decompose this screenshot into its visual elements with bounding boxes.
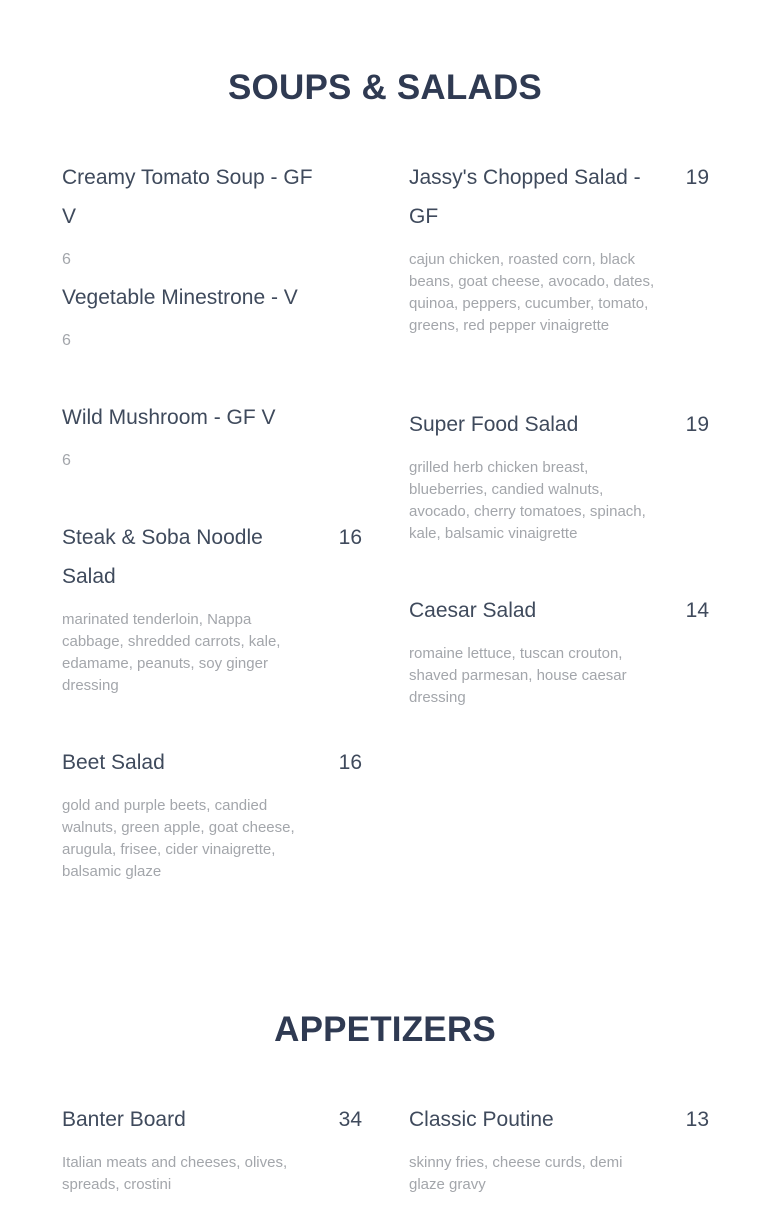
item-name: Jassy's Chopped Salad - GF xyxy=(409,166,641,228)
item-name: Beet Salad xyxy=(62,751,165,774)
item-description: skinny fries, cheese curds, demi glaze gravy xyxy=(409,1154,623,1193)
item-price: 34 xyxy=(338,1108,362,1131)
menu-item-beet-salad xyxy=(62,743,362,883)
item-description: cajun chicken, roasted corn, black beans, goat cheese, avocado, dates, quinoa, peppers, cucumber, tomato, greens, red pepper vinaigrette xyxy=(409,251,655,334)
menu-item-jassys-chopped-salad xyxy=(409,158,709,337)
section-title-appetizers: APPETIZERS xyxy=(274,1010,496,1049)
menu-item-vegetable-minestrone xyxy=(62,278,362,352)
menu-item-banter-board xyxy=(62,1100,362,1196)
item-description: grilled herb chicken breast, blueberries, candied walnuts, avocado, cherry tomatoes, spinach, kale, balsamic vinaigrette xyxy=(409,459,646,542)
item-price: 16 xyxy=(338,751,362,774)
menu-item-wild-mushroom xyxy=(62,398,362,472)
item-name: Banter Board xyxy=(62,1108,186,1131)
item-description: marinated tenderloin, Nappa cabbage, shredded carrots, kale, edamame, peanuts, soy ginger dressing xyxy=(62,611,281,694)
item-price: 14 xyxy=(685,599,709,622)
item-price: 6 xyxy=(62,452,71,469)
item-name: Wild Mushroom - GF V xyxy=(62,406,276,429)
item-price: 13 xyxy=(685,1108,709,1131)
item-name: Vegetable Minestrone - V xyxy=(62,286,298,309)
menu-item-creamy-tomato-soup xyxy=(62,158,362,271)
item-name: Caesar Salad xyxy=(409,599,537,622)
menu-item-super-food-salad xyxy=(409,405,709,545)
item-name: Creamy Tomato Soup - GF V xyxy=(62,166,313,228)
item-price: 19 xyxy=(685,413,709,436)
item-price: 6 xyxy=(62,251,71,268)
item-description: gold and purple beets, candied walnuts, green apple, goat cheese, arugula, frisee, cider vinaigrette, balsamic glaze xyxy=(62,797,295,880)
item-name: Steak & Soba Noodle Salad xyxy=(62,526,263,588)
item-price: 6 xyxy=(62,332,71,349)
item-description: romaine lettuce, tuscan crouton, shaved parmesan, house caesar dressing xyxy=(409,645,627,706)
menu-item-steak-soba-noodle-salad xyxy=(62,518,362,697)
item-name: Classic Poutine xyxy=(409,1108,554,1131)
item-price: 19 xyxy=(685,166,709,189)
menu-item-caesar-salad xyxy=(409,591,709,709)
section-title-soups-salads: SOUPS & SALADS xyxy=(228,68,542,107)
item-name: Super Food Salad xyxy=(409,413,579,436)
item-price: 16 xyxy=(338,526,362,549)
menu-item-classic-poutine xyxy=(409,1100,709,1196)
item-description: Italian meats and cheeses, olives, spreads, crostini xyxy=(62,1154,288,1193)
